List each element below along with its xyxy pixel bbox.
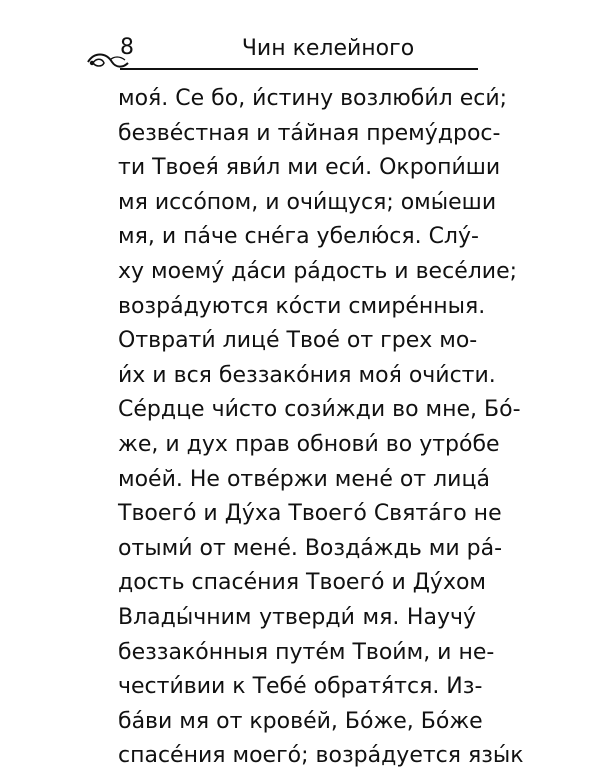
- text-line-9: и́х и вся беззако́ния моя́ очи́сти.: [118, 362, 496, 388]
- text-line-5: мя, и па́че сне́га убелю́ся. Слу́-: [118, 224, 479, 250]
- text-line-10: Се́рдце чи́сто сози́жди во мне, Бо́-: [118, 397, 521, 423]
- text-line-7: возра́дуются ко́сти смире́нныя.: [118, 293, 486, 319]
- page-number: 8: [120, 35, 134, 60]
- text-line-13: Твоего́ и Ду́ха Твоего́ Свята́го не: [118, 501, 502, 527]
- header-rule: [120, 68, 478, 70]
- text-line-20: спасе́ния моего́; возра́дуется язы́к: [118, 743, 524, 769]
- text-line-12: мое́й. Не отве́ржи мене́ от лица́: [118, 466, 490, 492]
- text-line-15: дость спасе́ния Твоего́ и Ду́хом: [118, 570, 487, 596]
- page-header: [86, 36, 478, 76]
- running-head: Чин келейного: [241, 36, 415, 61]
- text-line-11: же, и дух прав обнови́ во утро́бе: [118, 431, 500, 457]
- text-line-16: Влады́чним утверди́ мя. Научу́: [118, 604, 476, 630]
- text-line-8: Отврати́ лице́ Твое́ от грех мо-: [118, 328, 478, 354]
- text-line-17: беззако́нныя путе́м Твои́м, и не-: [118, 639, 495, 665]
- text-line-1: моя́. Се бо, и́стину возлюби́л еси́;: [118, 86, 508, 111]
- text-line-2: безве́стная и та́йная прему́дрос-: [118, 120, 501, 146]
- text-line-18: чести́вии к Тебе́ обратя́тся. Из-: [118, 674, 483, 700]
- text-line-3: ти Твоея́ яви́л ми еси́. Окропи́ши: [118, 155, 501, 181]
- text-line-4: мя иссо́пом, и очи́щуся; омы́еши: [118, 189, 497, 215]
- text-line-6: ху моему́ да́си ра́дость и весе́лие;: [118, 258, 518, 284]
- text-line-19: ба́ви мя от крове́й, Бо́же, Бо́же: [118, 708, 483, 734]
- body-text: [118, 82, 524, 774]
- text-line-14: отыми́ от мене́. Возда́ждь ми ра́-: [118, 535, 503, 561]
